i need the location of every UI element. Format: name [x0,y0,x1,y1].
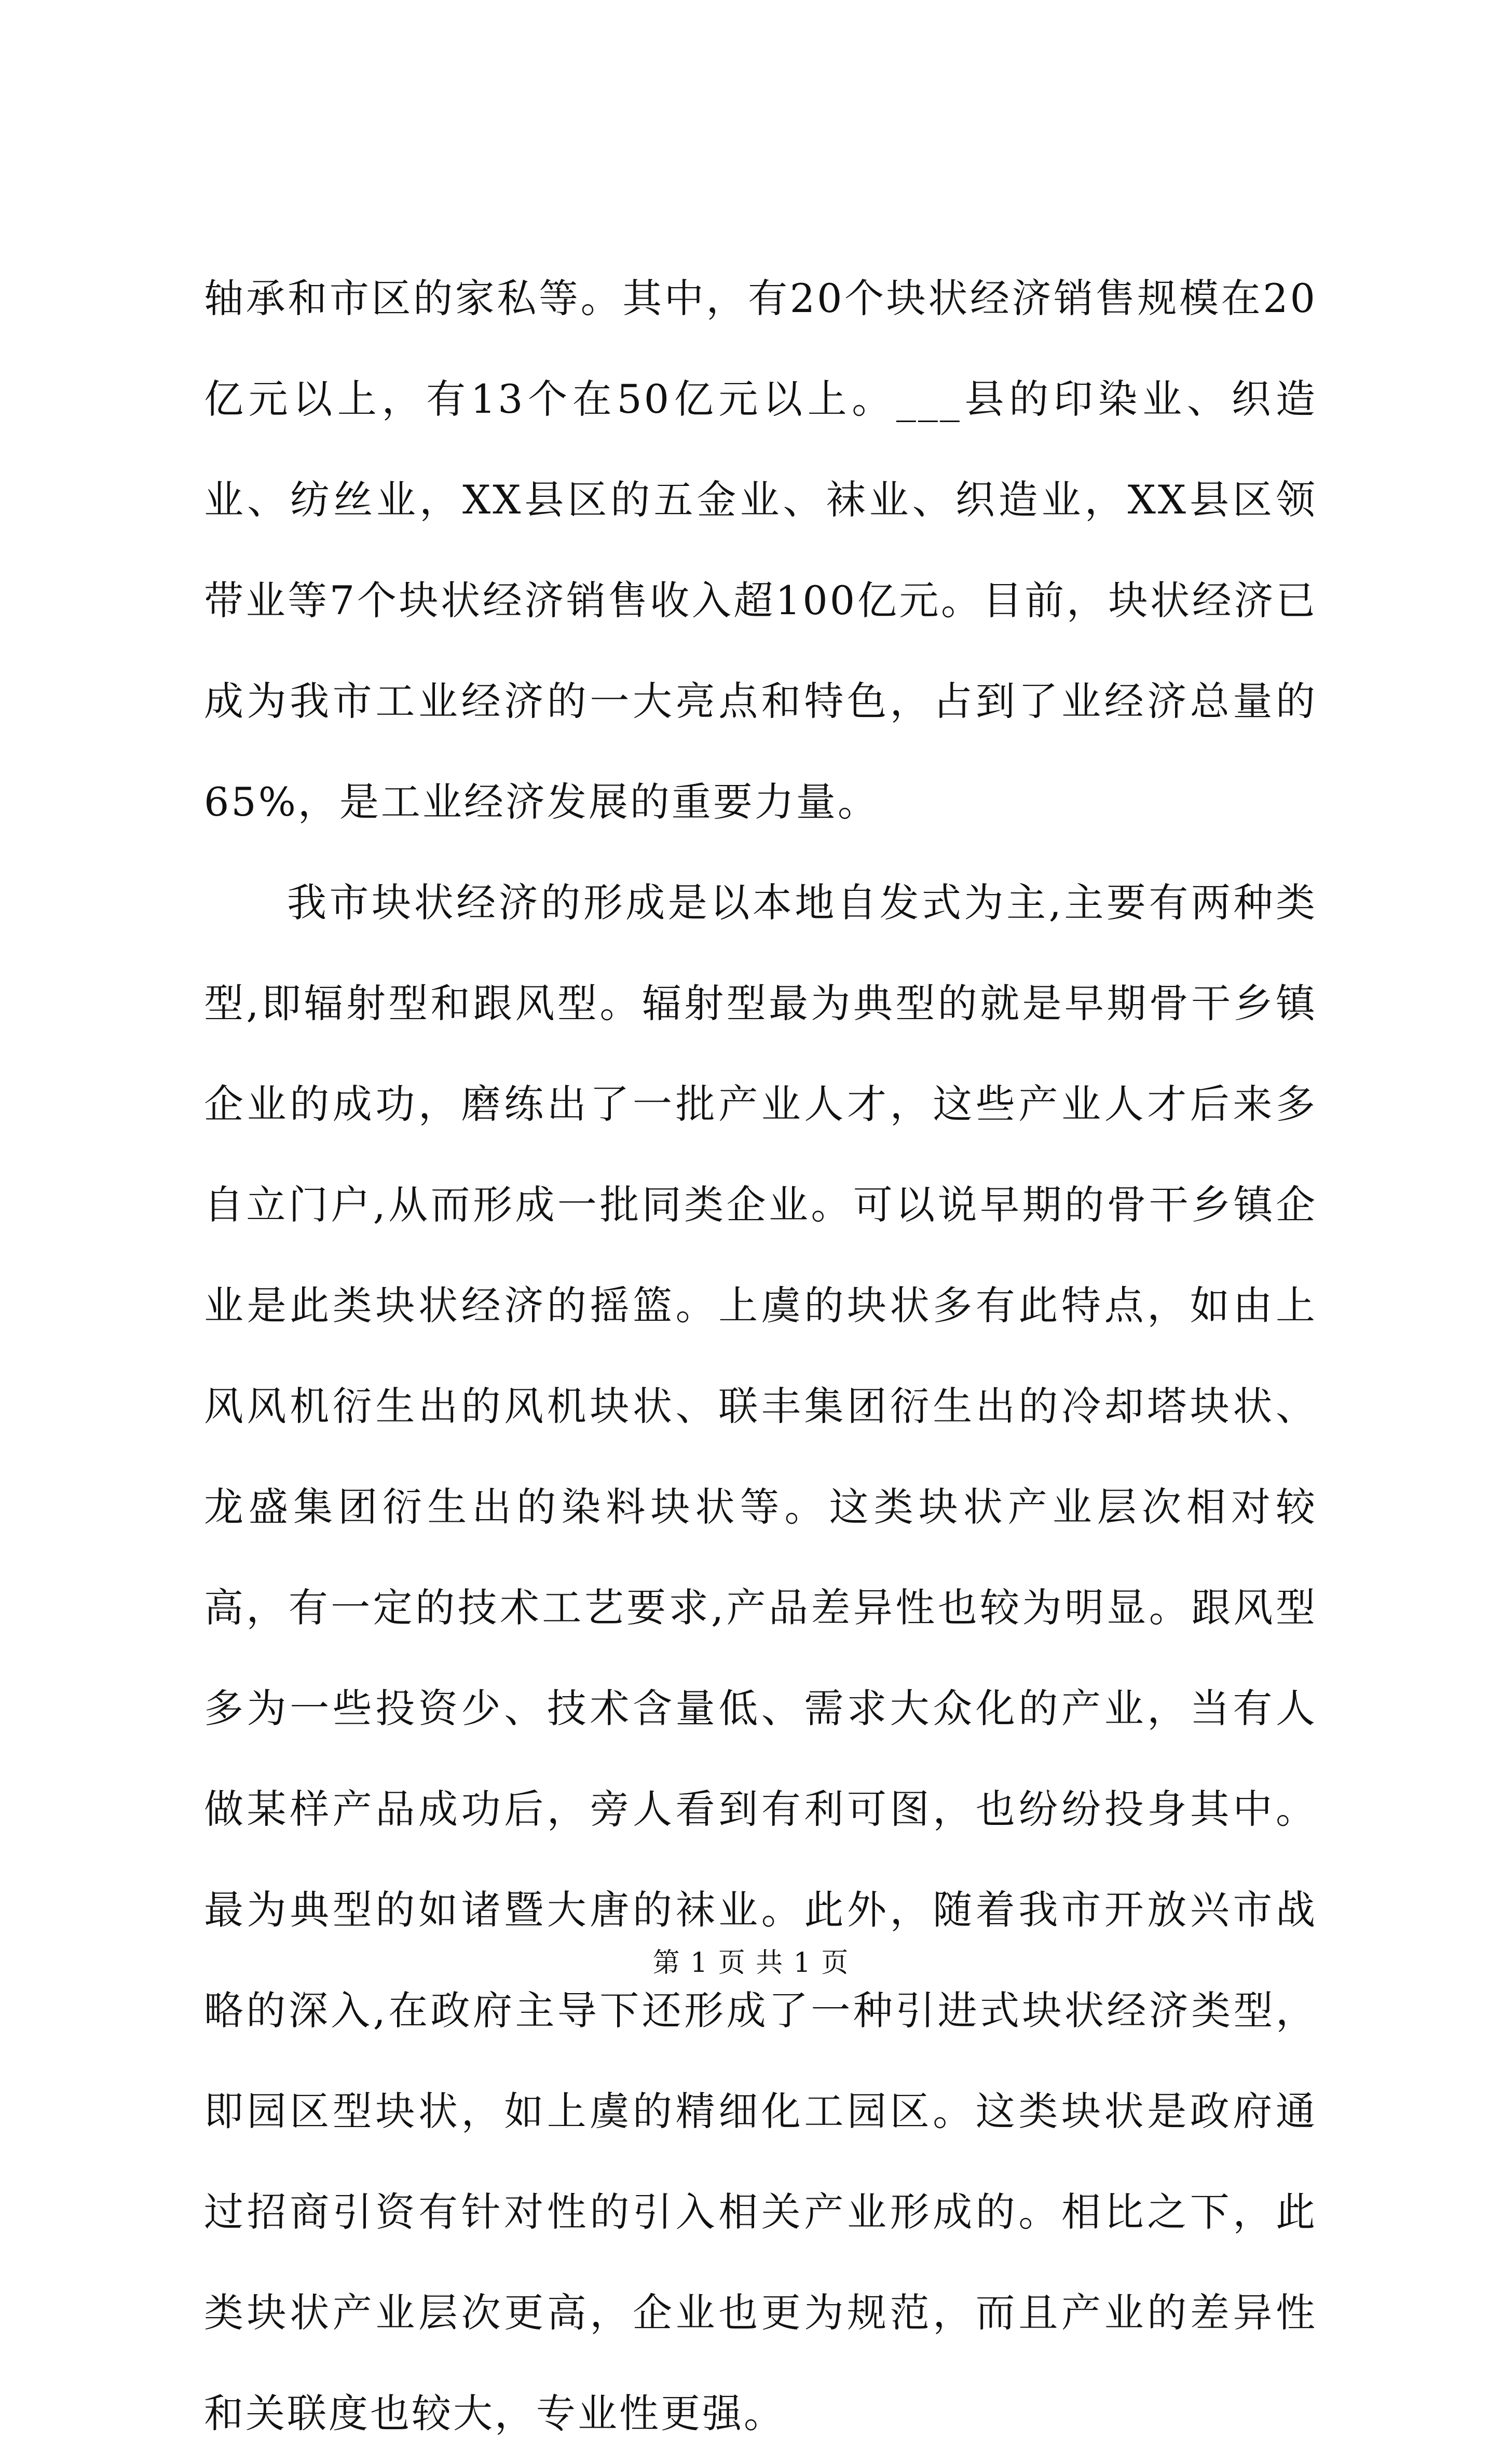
paragraph-2: 我市块状经济的形成是以本地自发式为主,主要有两种类型,即辐射型和跟风型。辐射型最为典型的就是早期骨干乡镇企业的成功，磨练出了一批产业人才，这些产业人才后来多自立门户,从而形成一批同类企业。可以说早期的骨干乡镇企业是此类块状经济的摇篮。上虞的块状多有此特点，如由上风风机衍生出的风机块状、联丰集团衍生出的冷却塔块状、龙盛集团衍生出的染料块状等。这类块状产业层次相对较高，有一定的技术工艺要求,产品差异性也较为明显。跟风型多为一些投资少、技术含量低、需求大众化的产业，当有人做某样产品成功后，旁人看到有利可图，也纷纷投身其中。最为典型的如诸暨大唐的袜业。此外，随着我市开放兴市战略的深入,在政府主导下还形成了一种引进式块状经济类型，即园区型块状，如上虞的精细化工园区。这类块状是政府通过招商引资有针对性的引入相关产业形成的。相比之下，此类块状产业层次更高，企业也更为规范，而且产业的差异性和关联度也较大，专业性更强。 [204,879,1317,2436]
document-body [204,248,1317,2464]
page-footer [0,1941,1502,1980]
paragraph-1: 轴承和市区的家私等。其中，有20个块状经济销售规模在20亿元以上，有13个在50亿元以上。___县的印染业、织造业、纺丝业，XX县区的五金业、袜业、织造业，XX县区领带业等7个块状经济销售收入超100亿元。目前，块状经济已成为我市工业经济的一大亮点和特色，占到了业经济总量的65%，是工业经济发展的重要力量。 [204,275,1317,825]
page-number: 第 1 页 共 1 页 [652,1947,850,1979]
